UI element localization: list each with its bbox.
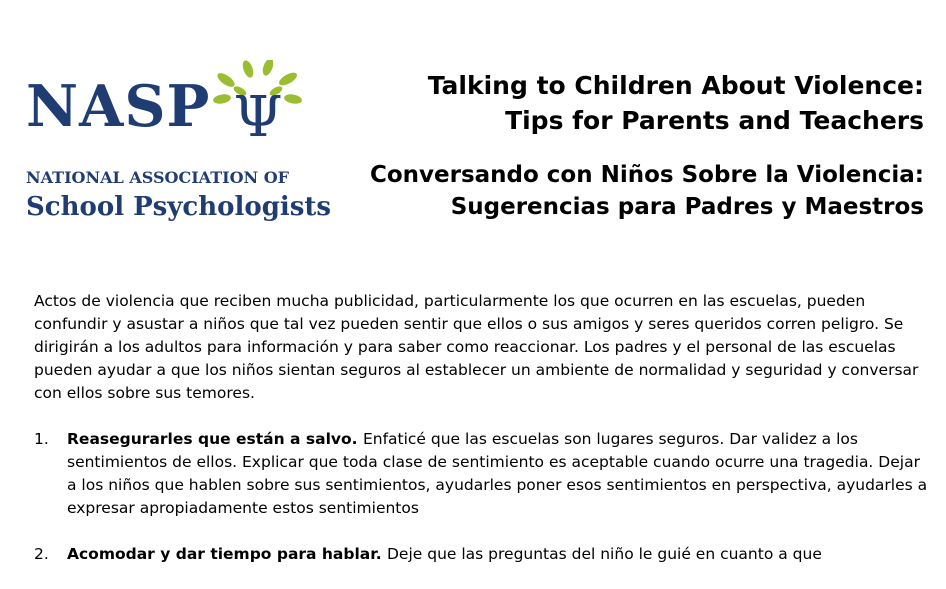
intro-paragraph: Actos de violencia que reciben mucha publicidad, particularmente los que ocurren en las escuelas, pueden confundir y asustar a niños que tal vez pueden sentir que ellos o sus amigos y seres queridos corren peligro. Se dirigirán a los adultos para información y para saber como reaccionar. Los padres y el personal de las escuelas pueden ayudar a que los niños sientan seguros al establecer un ambiente de normalidad y seguridad y conversar con ellos sobre sus temores.: [34, 292, 919, 402]
title-english-line2: Tips for Parents and Teachers: [505, 106, 924, 135]
document-titles: [370, 68, 924, 223]
tips-list: [34, 428, 934, 566]
tip-item: [34, 428, 934, 520]
title-english-line1: Talking to Children About Violence:: [427, 71, 924, 100]
tip-heading: Acomodar y dar tiempo para hablar.: [67, 545, 387, 563]
title-spanish: [370, 159, 924, 223]
psi-leaf-icon: [212, 60, 322, 140]
tip-item: [34, 543, 934, 566]
title-spanish-line1: Conversando con Niños Sobre la Violencia:: [369, 162, 924, 188]
nasp-logo[interactable]: [26, 60, 332, 235]
tip-number: 1.: [34, 430, 49, 448]
tip-heading: Reasegurarles que están a salvo.: [67, 430, 363, 448]
tip-number: 2.: [34, 545, 49, 563]
document-body: [34, 290, 934, 589]
org-name-line1: NATIONAL ASSOCIATION OF: [26, 168, 290, 187]
tip-text: Enfaticé que las escuelas son lugares seguros. Dar validez a los sentimientos de ellos. Explicar que toda clase de sentimiento es aceptable cuando ocurre una tragedia. Dejar a los niños que hablen sobre sus sentimientos, ayudarles poner esos sentimientos en perspectiva, ayudarles a expresar apropiadamente estos sentimientos: [67, 430, 928, 517]
title-spanish-line2: Sugerencias para Padres y Maestros: [450, 194, 924, 220]
org-name-line2: School Psychologists: [26, 192, 332, 222]
psi-symbol: Ψ: [233, 85, 283, 140]
title-english: [370, 68, 924, 138]
tip-text: Deje que las preguntas del niño le guié en cuanto a que: [386, 545, 822, 563]
logo-acronym: NASP: [26, 73, 211, 140]
